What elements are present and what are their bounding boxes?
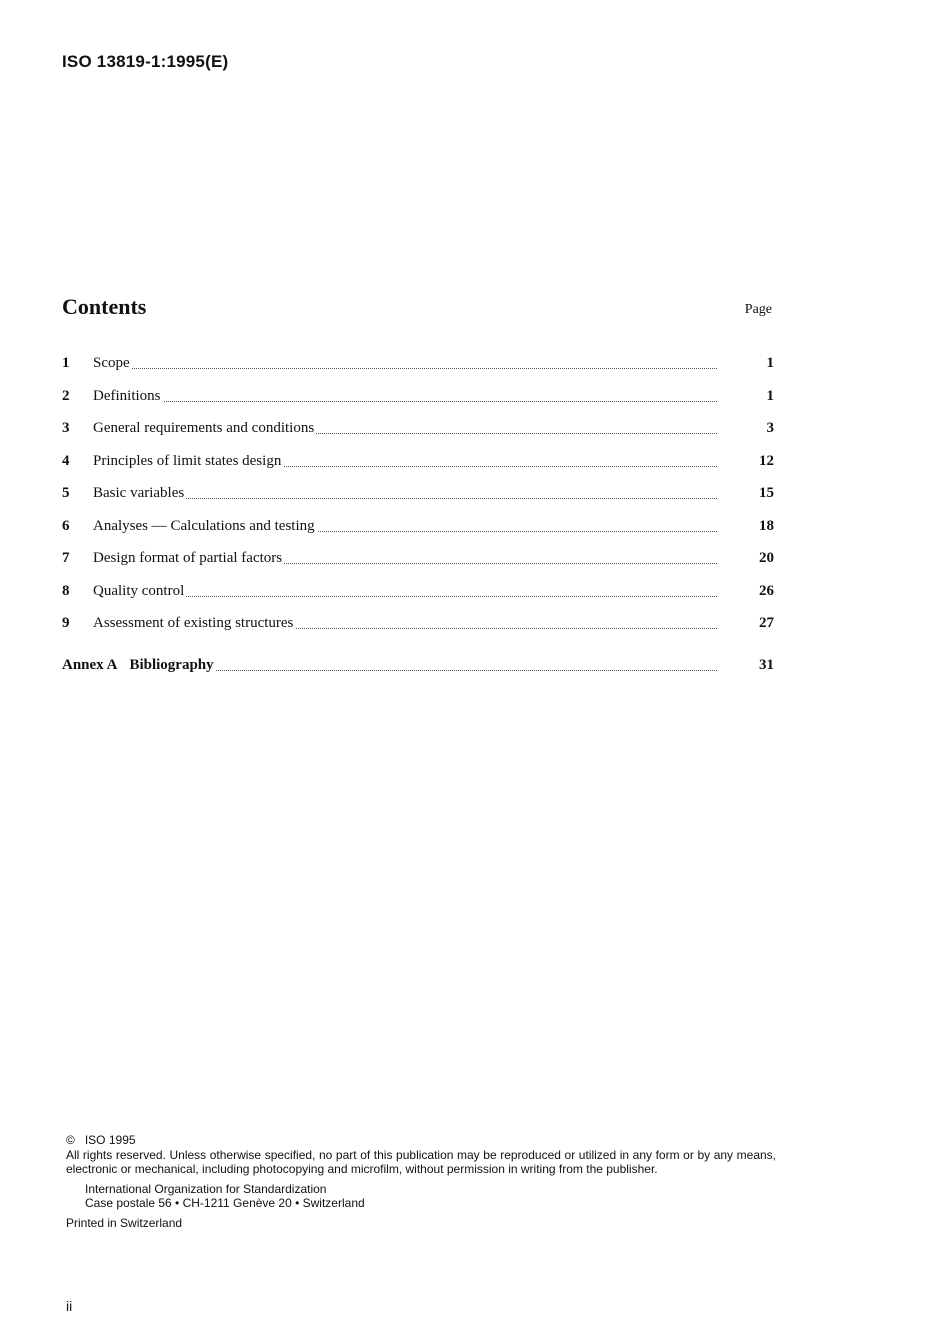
toc-entry-title: General requirements and conditions <box>93 420 315 436</box>
toc-entry-leader <box>93 518 717 535</box>
toc-entry-page: 1 <box>766 387 774 404</box>
page-column-label: Page <box>744 302 772 317</box>
toc-entry-title: Scope <box>93 355 130 371</box>
toc-entry-4[interactable] <box>62 448 774 481</box>
toc-entry-leader <box>93 355 717 372</box>
toc-entry-number: 7 <box>62 550 70 566</box>
organization-address <box>85 1182 776 1211</box>
toc-annex-a[interactable] <box>62 652 774 684</box>
toc-entry-6[interactable] <box>62 513 774 546</box>
toc-entry-number: 4 <box>62 452 70 469</box>
toc-entry-number: 2 <box>62 387 70 404</box>
copyright-notice <box>66 1133 776 1230</box>
toc-entry-number: 9 <box>62 615 70 631</box>
copyright-icon: © <box>66 1133 75 1147</box>
toc-entry-title: Design format of partial factors <box>93 550 283 566</box>
toc-entry-5[interactable] <box>62 480 774 513</box>
copyright-line <box>66 1133 776 1148</box>
toc-entry-leader <box>93 485 717 502</box>
page-number: ii <box>66 1298 73 1314</box>
annex-leader <box>62 657 717 674</box>
dot-leader <box>93 498 717 499</box>
dot-leader <box>93 368 717 369</box>
document-header: ISO 13819-1:1995(E) <box>62 52 229 71</box>
toc-entry-page: 15 <box>759 485 774 501</box>
toc-entry-leader <box>93 420 717 437</box>
toc-entry-number: 8 <box>62 582 70 599</box>
toc-entry-7[interactable] <box>62 545 774 578</box>
toc-entry-9[interactable] <box>62 610 774 643</box>
toc-entry-leader <box>93 550 717 567</box>
toc-entry-title: Principles of limit states design <box>93 452 282 469</box>
toc-entry-leader <box>93 615 717 632</box>
toc-entry-2[interactable] <box>62 383 774 416</box>
dot-leader <box>93 401 717 402</box>
annex-page: 31 <box>759 656 774 673</box>
toc-entry-title: Definitions <box>93 387 161 404</box>
annex-title: Bibliography <box>129 656 214 673</box>
toc-entry-leader <box>93 583 717 600</box>
toc-entry-title: Basic variables <box>93 485 185 501</box>
dot-leader <box>93 596 717 597</box>
toc-entry-title: Quality control <box>93 582 185 599</box>
toc-entry-page: 12 <box>759 452 774 469</box>
toc-entry-page: 20 <box>759 550 774 566</box>
toc-entry-1[interactable] <box>62 350 774 383</box>
toc-entry-page: 3 <box>766 420 774 436</box>
toc-entry-number: 5 <box>62 485 70 501</box>
organization-name: International Organization for Standardization <box>85 1181 327 1196</box>
copyright-year: ISO 1995 <box>84 1133 136 1147</box>
contents-heading: Contents <box>62 294 147 319</box>
toc-entry-8[interactable] <box>62 578 774 611</box>
annex-label: Annex A <box>62 657 129 673</box>
toc-entry-3[interactable] <box>62 415 774 448</box>
toc-entry-page: 1 <box>766 355 774 371</box>
toc-entry-leader <box>93 388 717 405</box>
printed-location: Printed in Switzerland <box>66 1215 183 1230</box>
toc-entry-number: 1 <box>62 355 70 371</box>
postal-address: Case postale 56 • CH-1211 Genève 20 • Switzerland <box>85 1196 365 1210</box>
toc-entry-number: 6 <box>62 517 70 534</box>
toc-entry-page: 18 <box>759 517 774 534</box>
toc-entry-title: Assessment of existing structures <box>93 615 294 631</box>
table-of-contents <box>62 350 774 684</box>
toc-entry-page: 27 <box>759 615 774 631</box>
toc-entry-page: 26 <box>759 582 774 599</box>
rights-statement: All rights reserved. Unless otherwise specified, no part of this publication may be reproduced or utilized in any form or by any means, electronic or mechanical, including photocopying and microfilm, without permission in writing from the publisher. <box>66 1147 776 1176</box>
toc-entry-leader <box>93 453 717 470</box>
toc-entry-title: Analyses — Calculations and testing <box>93 517 315 534</box>
toc-entry-number: 3 <box>62 420 70 436</box>
